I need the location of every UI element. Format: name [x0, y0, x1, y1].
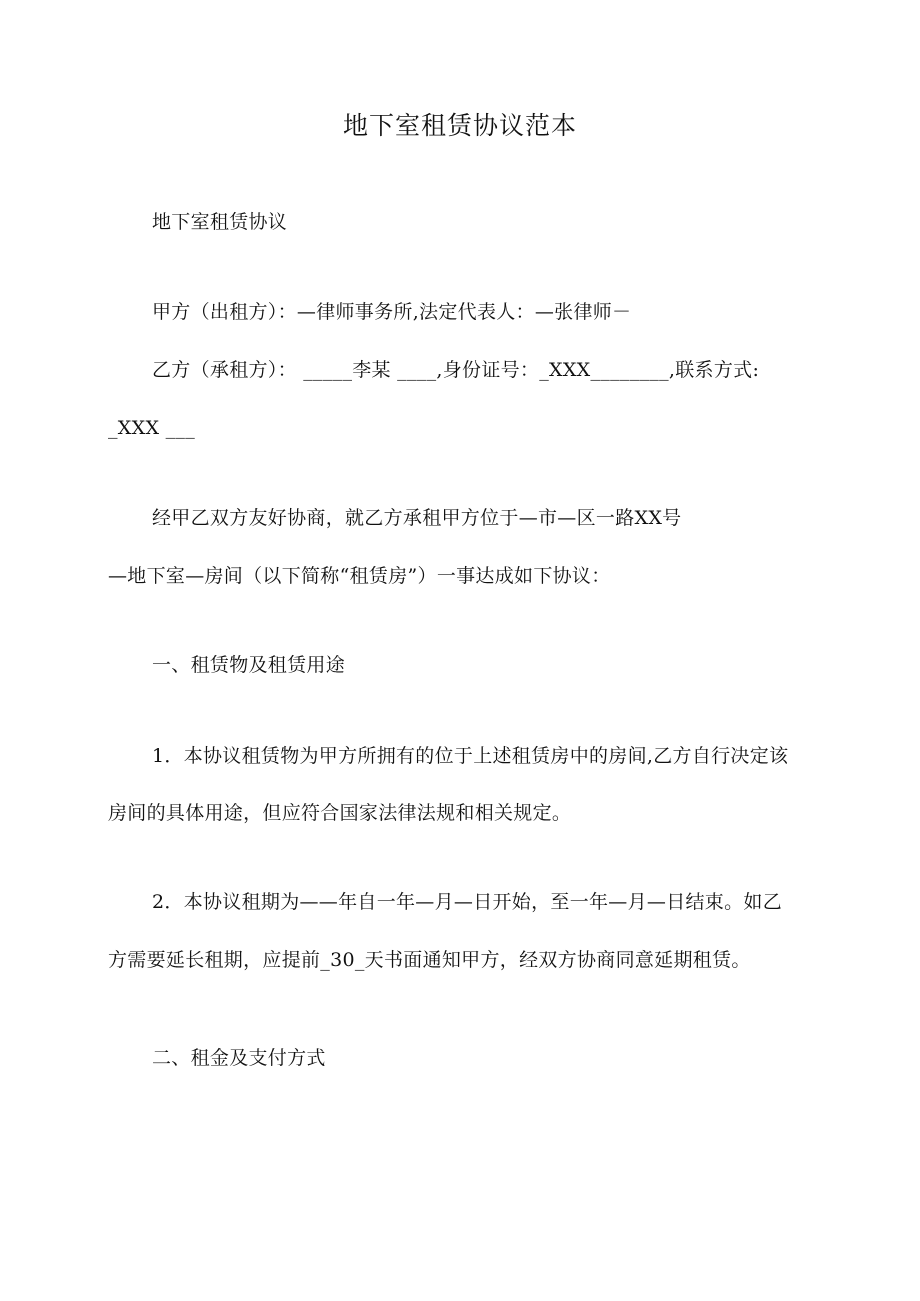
intro-paragraph-line-1: 经甲乙双方友好协商，就乙方承租甲方位于—市—区一路XX号	[152, 507, 682, 529]
clause-1-line-2: 房间的具体用途，但应符合国家法律法规和相关规定。	[108, 802, 572, 824]
document-subtitle: 地下室租赁协议	[152, 211, 288, 233]
clause-2-line-1: 2．本协议租期为——年自一年—月—日开始，至一年—月—日结束。如乙	[152, 891, 782, 913]
intro-paragraph-line-2: —地下室—房间（以下简称“租赁房”）一事达成如下协议：	[108, 565, 611, 587]
section-2-heading: 二、租金及支付方式	[152, 1047, 326, 1069]
clause-1-line-1: 1．本协议租赁物为甲方所拥有的位于上述租赁房中的房间,乙方自行决定该	[152, 745, 789, 767]
section-1-heading: 一、租赁物及租赁用途	[152, 654, 346, 676]
document-title: 地下室租赁协议范本	[342, 111, 577, 140]
party-b-contact-line: _XXX ___	[108, 417, 196, 439]
party-a-line: 甲方（出租方）：—律师事务所,法定代表人：—张律师－	[152, 301, 632, 323]
clause-2-line-2: 方需要延长租期，应提前_30_天书面通知甲方，经双方协商同意延期租赁。	[108, 949, 751, 971]
party-b-line: 乙方（承租方）： _____李某 ____,身份证号：_XXX________,联系方式:	[152, 359, 760, 381]
